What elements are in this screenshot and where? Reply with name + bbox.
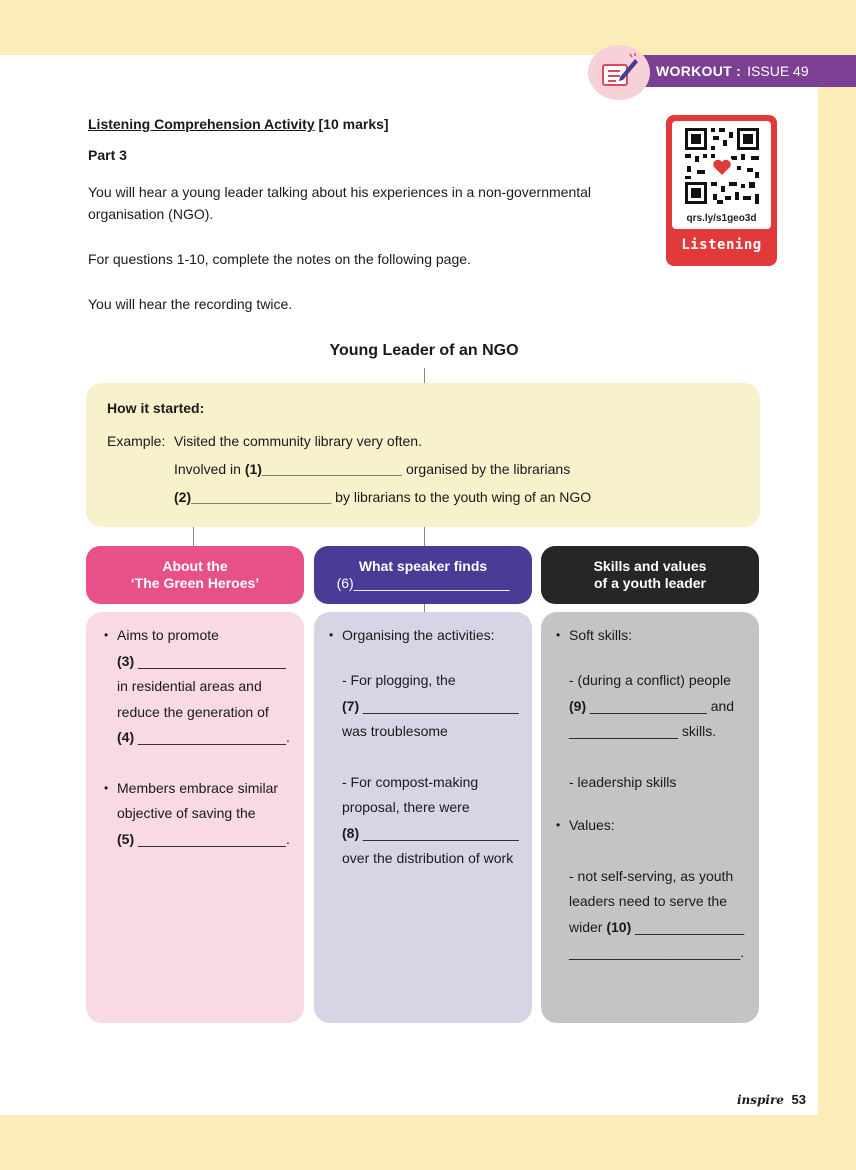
header-green-heroes-line-1: About the	[162, 558, 228, 574]
col1-line-4: reduce the generation of	[117, 704, 269, 720]
qr-listening-label: Listening	[681, 237, 762, 253]
activity-title	[88, 113, 389, 135]
header-speaker-finds-line-1: What speaker finds	[358, 558, 488, 574]
qr-code-icon	[672, 121, 771, 213]
col3-bullet-2: Values:	[569, 817, 615, 833]
intro-line-4: You will hear the recording twice.	[88, 296, 293, 312]
bottom-band	[0, 1115, 856, 1170]
col3-line-2: - (during a conflict) people	[569, 672, 731, 688]
answer-blank-1[interactable]: (1)__________________	[244, 461, 403, 477]
example-text: Visited the community library very often.	[174, 433, 422, 449]
q10-label: (10)	[606, 919, 632, 935]
bullet-icon: •	[104, 628, 109, 642]
header-skills-values	[541, 546, 759, 604]
workout-label: WORKOUT :	[656, 63, 742, 79]
header-skills-values-line-1: Skills and values	[593, 558, 707, 574]
answer-blank-4[interactable]: ___________________.	[138, 729, 290, 745]
col1-line-6: objective of saving the	[117, 805, 256, 821]
col3-line-8[interactable]: ______________________.	[569, 944, 745, 960]
answer-blank-2[interactable]: (2)__________________	[174, 489, 332, 505]
q9-label: (9)	[569, 698, 587, 714]
col2-line-2: - For plogging, the	[342, 672, 456, 688]
col1-line-3: in residential areas and	[117, 678, 262, 694]
answer-blank-3[interactable]: ___________________	[138, 653, 286, 669]
header-green-heroes-line-2: ‘The Green Heroes’	[130, 575, 260, 591]
intro-line-1: You will hear a young leader talking about his experiences in a non-governmental	[88, 184, 592, 200]
right-band	[818, 0, 856, 1170]
answer-blank-6[interactable]: (6)____________________	[336, 575, 510, 591]
top-band	[0, 0, 856, 55]
how-it-started-heading: How it started:	[107, 400, 205, 416]
activity-marks: [10 marks]	[318, 116, 389, 132]
col1-bullet-2: Members embrace similar	[117, 780, 279, 796]
started-line-3	[174, 487, 591, 507]
col2-line-5: proposal, there were	[342, 799, 470, 815]
started-line-2-pre: Involved in	[174, 461, 241, 477]
header-skills-values-line-2: of a youth leader	[593, 575, 707, 591]
q5-label: (5)	[117, 831, 135, 847]
bullet-icon: •	[104, 781, 109, 795]
col2-line-6: over the distribution of work	[342, 850, 514, 866]
inspire-logo: inspire	[736, 1093, 784, 1107]
col1-bullet-1: Aims to promote	[117, 627, 219, 643]
page-footer	[737, 1092, 806, 1107]
started-line-2	[174, 459, 570, 479]
qr-url: qrs.ly/s1geo3d	[686, 213, 757, 224]
col2-q8-line	[342, 823, 519, 843]
skills-word: skills.	[681, 723, 717, 739]
bullet-icon: •	[556, 628, 561, 642]
col3-skills-line	[569, 721, 716, 741]
col3-line-4: - leadership skills	[569, 774, 677, 790]
wider-word: wider	[569, 919, 603, 935]
intro-line-3: For questions 1-10, complete the notes on the following page.	[88, 251, 471, 267]
started-line-2-post: organised by the librarians	[405, 461, 571, 477]
qr-card[interactable]	[666, 115, 777, 266]
and-word: and	[710, 698, 735, 714]
connector-1	[193, 527, 194, 546]
q7-label: (7)	[342, 698, 360, 714]
col1-q3-line	[117, 651, 286, 671]
issue-label: ISSUE 49	[747, 63, 809, 79]
col3-line-6: leaders need to serve the	[569, 893, 727, 909]
answer-blank-9[interactable]: _______________	[590, 698, 707, 714]
connector-3	[424, 604, 425, 612]
q8-label: (8)	[342, 825, 360, 841]
q3-label: (3)	[117, 653, 135, 669]
col3-bullet-1: Soft skills:	[569, 627, 633, 643]
connector-title	[424, 368, 425, 383]
page-number: 53	[791, 1092, 806, 1107]
diagram-title: Young Leader of an NGO	[329, 342, 519, 359]
workout-banner	[640, 55, 856, 87]
col3-q9-line	[569, 696, 734, 716]
bullet-icon: •	[556, 818, 561, 832]
part-label: Part 3	[88, 147, 127, 163]
answer-blank-7[interactable]: ____________________	[363, 698, 519, 714]
qr-code-panel	[672, 121, 771, 229]
activity-title-text: Listening Comprehension Activity	[88, 116, 315, 132]
example-label: Example:	[107, 433, 166, 449]
notebook-pen-icon	[600, 53, 640, 91]
col2-bullet-1: Organising the activities:	[342, 627, 495, 643]
answer-blank-10[interactable]: ______________	[635, 919, 745, 935]
q4-label: (4)	[117, 729, 135, 745]
intro-line-2: organisation (NGO).	[88, 206, 214, 222]
col3-line-5: - not self-serving, as youth	[569, 868, 734, 884]
started-line-3-post: by librarians to the youth wing of an NGO	[335, 489, 592, 505]
header-speaker-finds	[314, 546, 532, 604]
col3-q10-line	[569, 917, 744, 937]
answer-blank-8[interactable]: ____________________	[363, 825, 519, 841]
answer-blank-9b[interactable]: ______________	[569, 723, 679, 739]
col2-line-4: - For compost-making	[342, 774, 479, 790]
answer-blank-5[interactable]: ___________________.	[138, 831, 290, 847]
bullet-icon: •	[329, 628, 334, 642]
connector-2	[424, 527, 425, 546]
col2-line-3: was troublesome	[342, 723, 448, 739]
col1-q4-line	[117, 727, 290, 747]
col2-q7-line	[342, 696, 519, 716]
col1-q5-line	[117, 829, 290, 849]
workout-badge	[588, 45, 650, 100]
header-green-heroes	[86, 546, 304, 604]
